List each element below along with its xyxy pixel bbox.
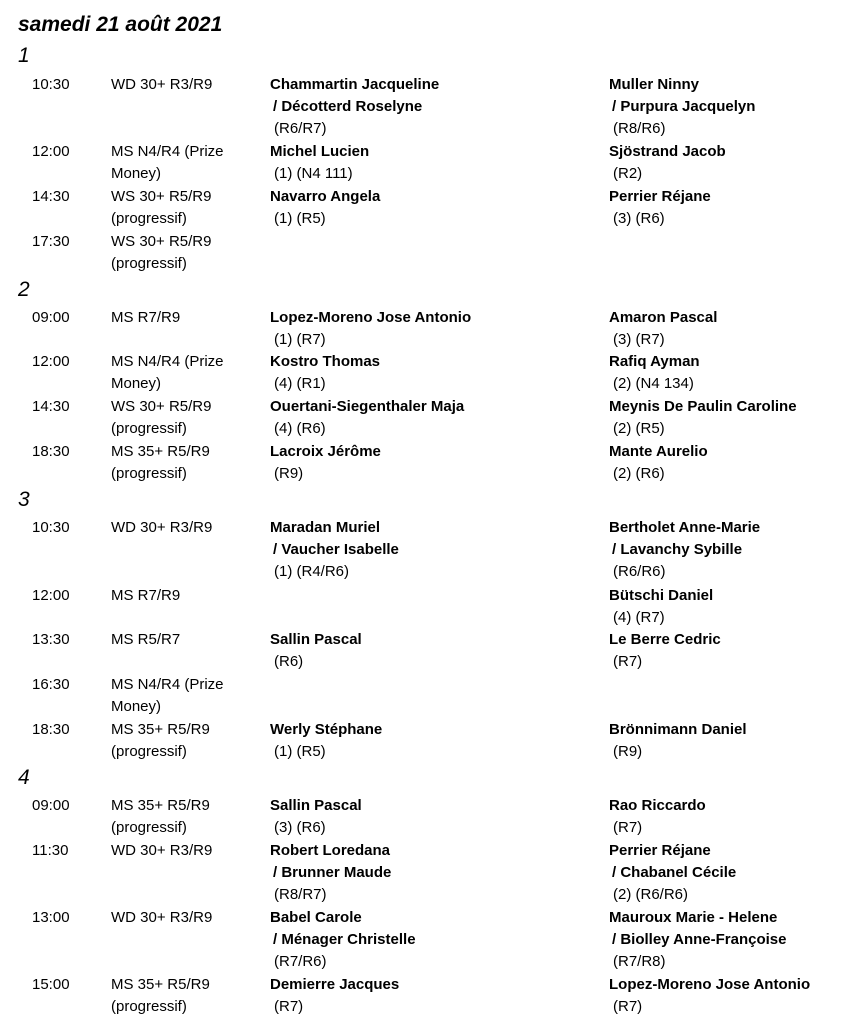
player-rank: (R8/R7)	[274, 886, 327, 903]
player-2	[609, 907, 859, 973]
event-line: Money)	[111, 375, 162, 392]
match-time: 13:30	[32, 631, 70, 648]
player-name: Rafiq Ayman	[609, 353, 700, 370]
match-time: 13:00	[32, 909, 70, 926]
player-2	[609, 629, 859, 673]
event-line: MS 35+ R5/R9	[111, 976, 210, 993]
player-name: Demierre Jacques	[270, 976, 400, 993]
event-line: WD 30+ R3/R9	[111, 842, 213, 859]
player-rank: (R6)	[274, 653, 304, 670]
match-event	[111, 585, 261, 607]
match-event	[111, 231, 261, 275]
player-name: Michel Lucien	[270, 143, 370, 160]
match-event	[111, 840, 261, 862]
match-time: 15:00	[32, 976, 70, 993]
player-2	[609, 795, 859, 839]
player-rank: (2) (R5)	[613, 420, 665, 437]
player-2	[609, 141, 859, 185]
event-line: (progressif)	[111, 998, 187, 1015]
player-name: Babel Carole	[270, 909, 362, 926]
player-name: Bütschi Daniel	[609, 587, 714, 604]
player-2	[609, 396, 859, 440]
event-line: WS 30+ R5/R9	[111, 233, 212, 250]
event-line: Money)	[111, 698, 162, 715]
match-event	[111, 795, 261, 839]
player-1	[270, 517, 600, 583]
event-line: (progressif)	[111, 255, 187, 272]
event-line: MS R7/R9	[111, 587, 181, 604]
player-name: Ouertani-Siegenthaler Maja	[270, 398, 465, 415]
player-2	[609, 307, 859, 351]
match-event	[111, 974, 261, 1018]
player-name: Perrier Réjane	[609, 188, 711, 205]
match-time: 14:30	[32, 398, 70, 415]
match-time: 12:00	[32, 353, 70, 370]
player-2	[609, 585, 859, 629]
event-line: MS R7/R9	[111, 309, 181, 326]
match-time: 10:30	[32, 76, 70, 93]
player-name: / Ménager Christelle	[273, 931, 416, 948]
match-event	[111, 141, 261, 185]
player-rank: (4) (R6)	[274, 420, 326, 437]
match-time: 16:30	[32, 676, 70, 693]
player-name: Le Berre Cedric	[609, 631, 721, 648]
player-1	[270, 840, 600, 906]
player-name: Werly Stéphane	[270, 721, 383, 738]
match-event	[111, 517, 261, 539]
event-line: MS N4/R4 (Prize	[111, 353, 224, 370]
match-time: 18:30	[32, 721, 70, 738]
match-event	[111, 351, 261, 395]
player-rank: (1) (R5)	[274, 210, 326, 227]
match-event	[111, 74, 261, 96]
player-1	[270, 396, 600, 440]
player-rank: (R7)	[613, 998, 643, 1015]
match-event	[111, 629, 261, 651]
player-2	[609, 186, 859, 230]
player-name: Sallin Pascal	[270, 797, 362, 814]
player-name: Sallin Pascal	[270, 631, 362, 648]
event-line: Money)	[111, 165, 162, 182]
court-label: 4	[18, 766, 30, 789]
player-2	[609, 74, 859, 140]
player-1	[270, 629, 600, 673]
player-1	[270, 907, 600, 973]
page-title: samedi 21 août 2021	[18, 13, 223, 36]
player-name: Lopez-Moreno Jose Antonio	[609, 976, 811, 993]
match-time: 11:30	[32, 842, 69, 859]
player-rank: (3) (R6)	[274, 819, 326, 836]
player-1	[270, 441, 600, 485]
event-line: WS 30+ R5/R9	[111, 398, 212, 415]
player-rank: (R2)	[613, 165, 643, 182]
player-1	[270, 141, 600, 185]
match-time: 10:30	[32, 519, 70, 536]
match-time: 09:00	[32, 309, 70, 326]
player-name: / Lavanchy Sybille	[612, 541, 743, 558]
player-1	[270, 186, 600, 230]
player-name: Lopez-Moreno Jose Antonio	[270, 309, 472, 326]
match-time: 12:00	[32, 143, 70, 160]
player-rank: (R7/R6)	[274, 953, 327, 970]
player-rank: (2) (N4 134)	[613, 375, 694, 392]
player-rank: (R7)	[274, 998, 304, 1015]
match-event	[111, 186, 261, 230]
player-rank: (R7)	[613, 653, 643, 670]
player-name: Mauroux Marie - Helene	[609, 909, 778, 926]
player-2	[609, 719, 859, 763]
event-line: MS 35+ R5/R9	[111, 797, 210, 814]
player-rank: (R9)	[274, 465, 304, 482]
match-event	[111, 396, 261, 440]
match-time: 17:30	[32, 233, 70, 250]
court-label: 3	[18, 488, 30, 511]
event-line: (progressif)	[111, 743, 187, 760]
player-rank: (R6/R6)	[613, 563, 666, 580]
player-name: / Chabanel Cécile	[612, 864, 737, 881]
player-rank: (R7)	[613, 819, 643, 836]
player-rank: (2) (R6)	[613, 465, 665, 482]
player-name: Chammartin Jacqueline	[270, 76, 440, 93]
player-2	[609, 517, 859, 583]
player-name: / Biolley Anne-Françoise	[612, 931, 787, 948]
player-name: Lacroix Jérôme	[270, 443, 381, 460]
player-rank: (1) (R5)	[274, 743, 326, 760]
player-rank: (2) (R6/R6)	[613, 886, 689, 903]
match-event	[111, 907, 261, 929]
player-name: Maradan Muriel	[270, 519, 381, 536]
match-time: 12:00	[32, 587, 70, 604]
player-1	[270, 795, 600, 839]
player-name: Perrier Réjane	[609, 842, 711, 859]
player-name: / Brunner Maude	[273, 864, 392, 881]
player-rank: (3) (R6)	[613, 210, 665, 227]
event-line: MS N4/R4 (Prize	[111, 143, 224, 160]
court-label: 1	[18, 44, 30, 67]
match-event	[111, 719, 261, 763]
player-rank: (R6/R7)	[274, 120, 327, 137]
match-time: 14:30	[32, 188, 70, 205]
player-name: Amaron Pascal	[609, 309, 718, 326]
player-rank: (1) (N4 111)	[274, 165, 353, 182]
player-rank: (R8/R6)	[613, 120, 666, 137]
event-line: MS 35+ R5/R9	[111, 721, 210, 738]
player-1	[270, 974, 600, 1018]
event-line: WS 30+ R5/R9	[111, 188, 212, 205]
player-name: Brönnimann Daniel	[609, 721, 747, 738]
event-line: WD 30+ R3/R9	[111, 519, 213, 536]
event-line: MS 35+ R5/R9	[111, 443, 210, 460]
player-1	[270, 74, 600, 140]
match-time: 18:30	[32, 443, 70, 460]
player-name: Robert Loredana	[270, 842, 391, 859]
player-rank: (4) (R7)	[613, 609, 665, 626]
event-line: (progressif)	[111, 465, 187, 482]
player-name: Meynis De Paulin Caroline	[609, 398, 797, 415]
player-rank: (3) (R7)	[613, 331, 665, 348]
player-name: Mante Aurelio	[609, 443, 708, 460]
player-name: Navarro Angela	[270, 188, 381, 205]
player-2	[609, 840, 859, 906]
player-rank: (R9)	[613, 743, 643, 760]
player-rank: (4) (R1)	[274, 375, 326, 392]
player-2	[609, 441, 859, 485]
event-line: MS R5/R7	[111, 631, 181, 648]
event-line: MS N4/R4 (Prize	[111, 676, 224, 693]
event-line: (progressif)	[111, 210, 187, 227]
match-event	[111, 674, 261, 718]
event-line: (progressif)	[111, 819, 187, 836]
player-name: / Purpura Jacquelyn	[612, 98, 756, 115]
event-line: (progressif)	[111, 420, 187, 437]
player-name: Bertholet Anne-Marie	[609, 519, 761, 536]
player-2	[609, 974, 859, 1018]
match-time: 09:00	[32, 797, 70, 814]
player-name: Sjöstrand Jacob	[609, 143, 726, 160]
player-name: Muller Ninny	[609, 76, 700, 93]
event-line: WD 30+ R3/R9	[111, 909, 213, 926]
player-1	[270, 307, 600, 351]
player-1	[270, 351, 600, 395]
match-event	[111, 441, 261, 485]
court-label: 2	[18, 278, 30, 301]
player-2	[609, 351, 859, 395]
player-rank: (R7/R8)	[613, 953, 666, 970]
player-name: / Vaucher Isabelle	[273, 541, 399, 558]
player-name: Kostro Thomas	[270, 353, 381, 370]
match-event	[111, 307, 261, 329]
player-name: Rao Riccardo	[609, 797, 706, 814]
player-rank: (1) (R7)	[274, 331, 326, 348]
player-1	[270, 719, 600, 763]
event-line: WD 30+ R3/R9	[111, 76, 213, 93]
player-name: / Décotterd Roselyne	[273, 98, 423, 115]
player-rank: (1) (R4/R6)	[274, 563, 350, 580]
